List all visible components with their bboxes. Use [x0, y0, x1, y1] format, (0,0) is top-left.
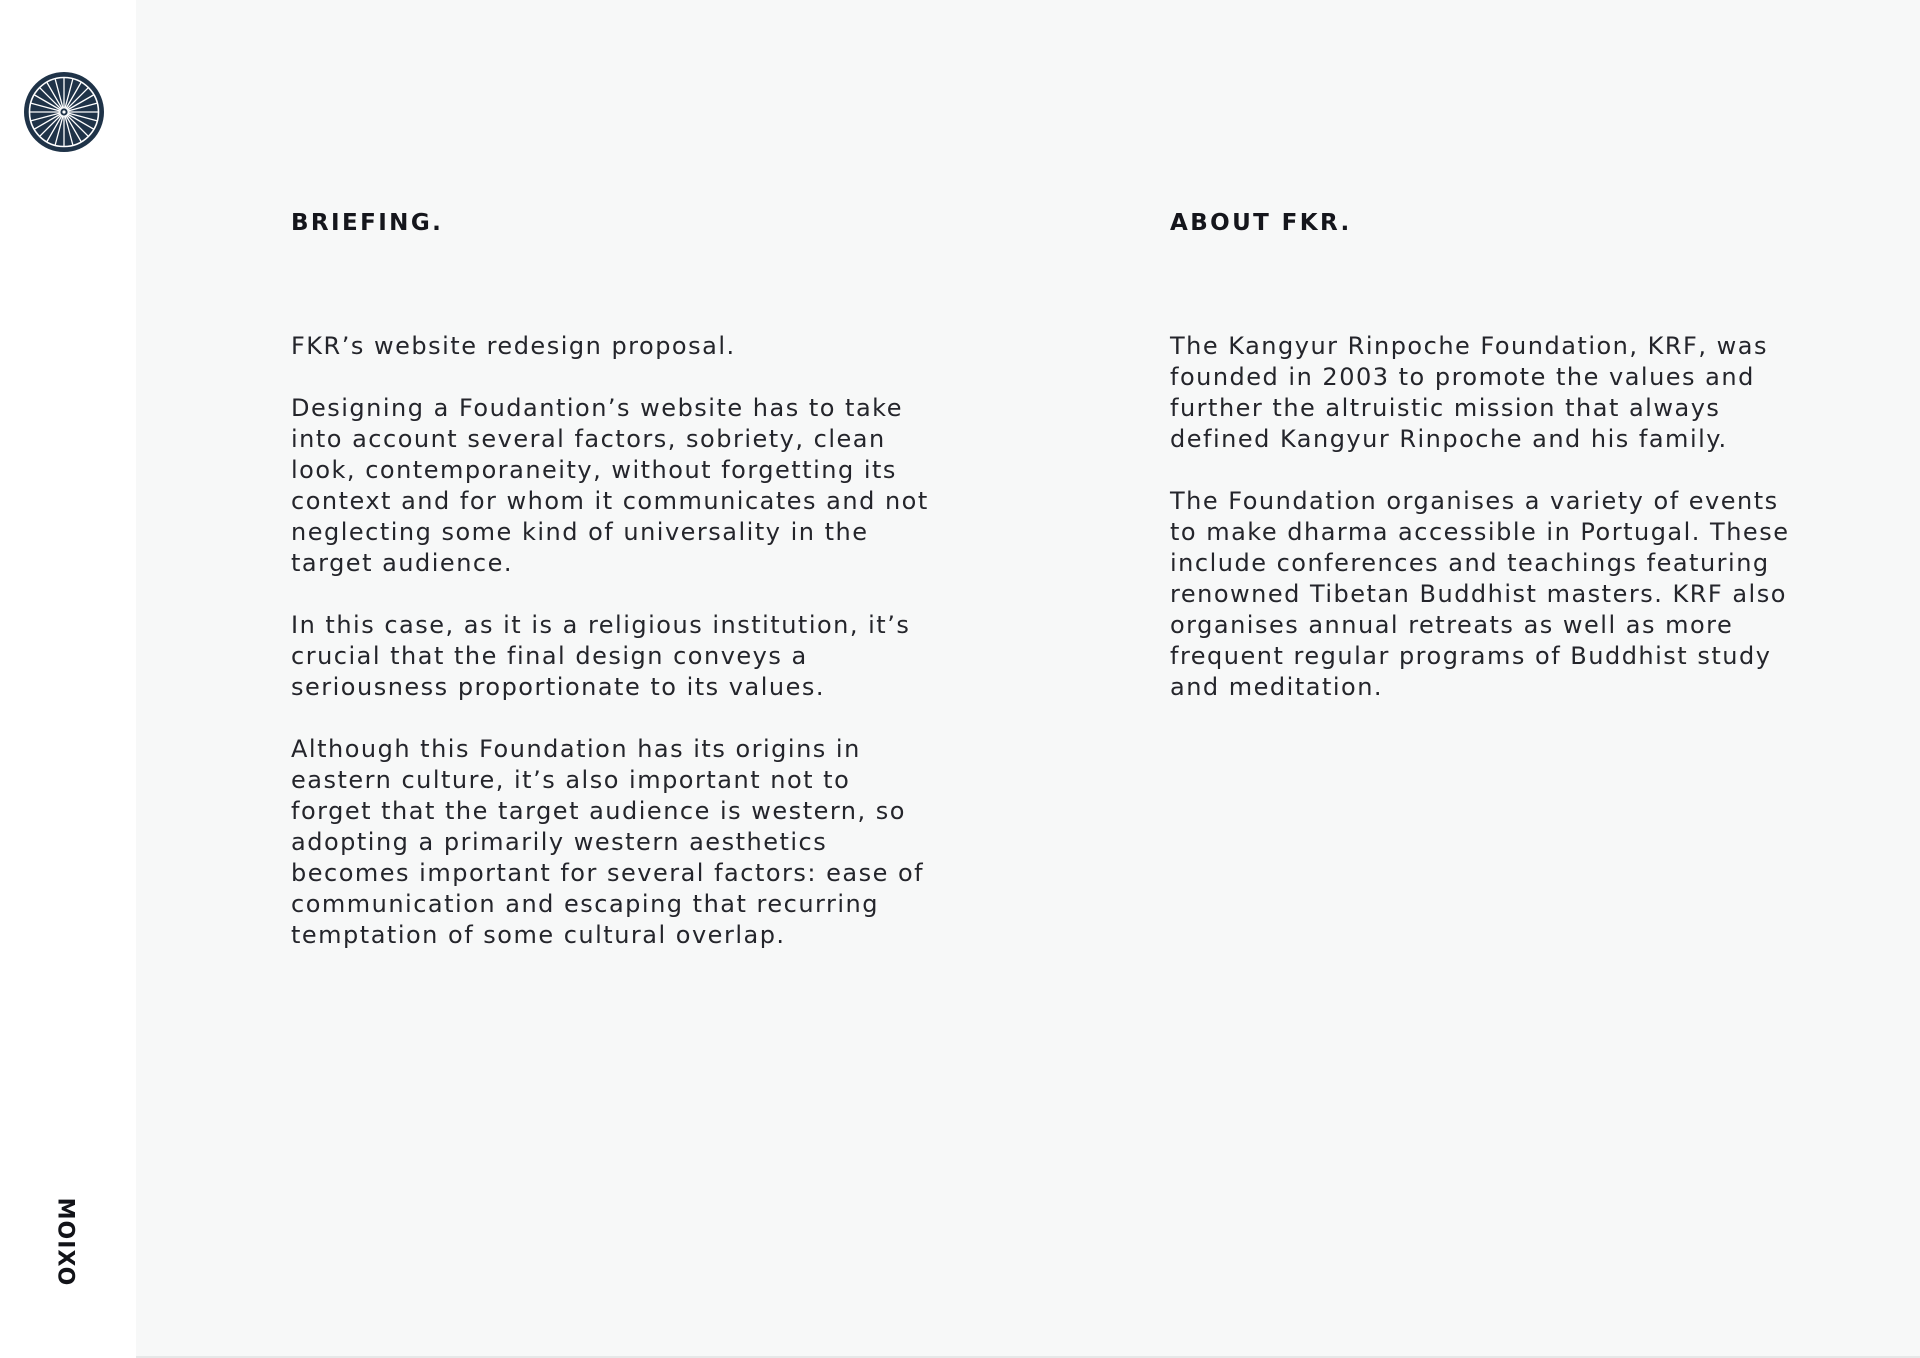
about-paragraph: The Foundation organises a variety of events to make dharma accessible in Portugal. These include conferences and teachings featuring renowned Tibetan Buddhist masters. KRF also organises annual retreats as well as more frequent regular programs of Buddhist study and meditation. [1170, 487, 1790, 701]
brand-wordmark: MOIXO [52, 1197, 78, 1287]
sidebar [0, 0, 136, 1358]
briefing-paragraph: In this case, as it is a religious institution, it’s crucial that the final design conveys a seriousness proportionate to its values. [291, 611, 911, 701]
document-page [136, 0, 1920, 1358]
briefing-paragraph: Although this Foundation has its origins in eastern culture, it’s also important not to forget that the target audience is western, so adopting a primarily western aesthetics becomes important for several factors: ease of communication and escaping that recurring temptation of some cultural overlap. [291, 735, 925, 949]
briefing-paragraph: FKR’s website redesign proposal. [291, 332, 736, 360]
about-heading: ABOUT FKR. [1170, 210, 1352, 236]
dharma-wheel-icon [23, 71, 105, 153]
briefing-paragraph: Designing a Foudantion’s website has to take into account several factors, sobriety, clean look, contemporaneity, without forgetting its context and for whom it communicates and not neglecting some kind of universality in the target audience. [291, 394, 929, 577]
briefing-heading: BRIEFING. [291, 210, 444, 236]
about-body [1170, 331, 1850, 734]
about-paragraph: The Kangyur Rinpoche Foundation, KRF, was founded in 2003 to promote the values and further the altruistic mission that always defined Kangyur Rinpoche and his family. [1170, 332, 1768, 453]
briefing-body [291, 331, 971, 982]
